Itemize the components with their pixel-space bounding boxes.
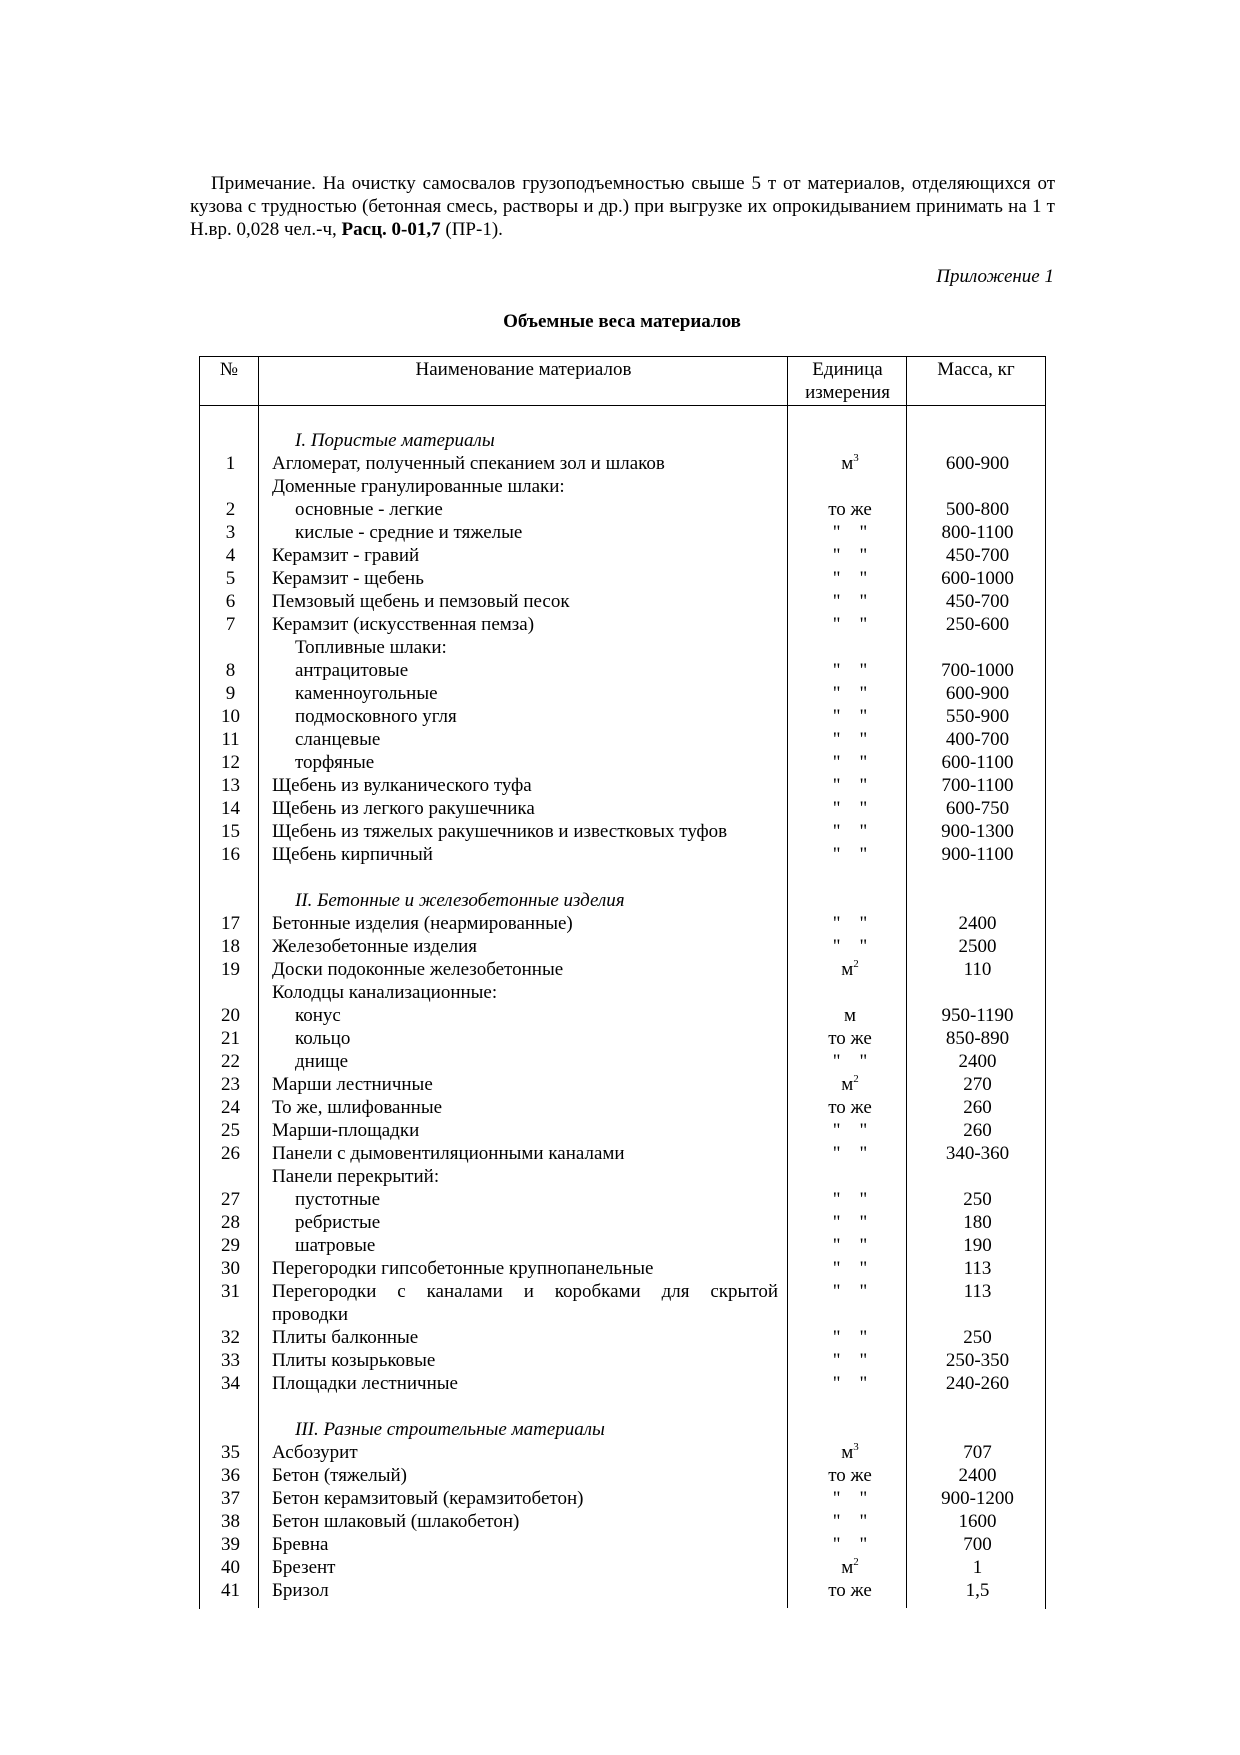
unit-text: м [843,1005,857,1026]
mass-value: 113 [963,1281,992,1302]
unit-text: м [841,959,854,980]
material-name: Площадки лестничные [272,1373,458,1394]
row-number: 38 [221,1511,240,1532]
unit-text: " " [832,1488,868,1509]
row-number: 32 [221,1327,240,1348]
mass-value: 600-900 [945,683,1010,704]
material-name: Бревна [272,1534,329,1555]
row-number: 30 [221,1258,240,1279]
section-title: II. Бетонные и железобетонные изделия [295,890,625,911]
unit-text: " " [832,913,868,934]
material-name: кольцо [295,1028,351,1049]
table-row [0,1326,1240,1349]
row-number: 19 [221,959,240,980]
table-row [0,774,1240,797]
material-name: антрацитовые [295,660,409,681]
material-name: Бетон (тяжелый) [272,1465,407,1486]
table-row [0,958,1240,981]
material-name: Бетон керамзитовый (керамзитобетон) [272,1488,584,1509]
table-row [0,1142,1240,1165]
row-number: 41 [221,1580,240,1601]
blank-row [0,1395,1240,1418]
unit-text: то же [828,1028,872,1049]
material-name: Марши-площадки [272,1120,420,1141]
unit-exponent: 2 [853,958,859,970]
table-row [0,1464,1240,1487]
unit-exponent: 3 [853,1441,859,1453]
unit-cell [791,1211,909,1234]
material-name: Щебень из вулканического туфа [272,775,532,796]
row-number: 10 [221,706,240,727]
unit-cell [791,912,909,935]
unit-cell [791,521,909,544]
unit-text: м [841,1074,854,1095]
note-text: Примечание. На очистку самосвалов грузоподъемностью свыше 5 т от материалов, отделяющихся от кузова с трудностью (бетонная смесь, растворы и др.) при выгрузке их опрокидыванием принимать на 1 т Н.вр. 0,028 чел.-ч, [190,173,1055,240]
unit-cell [791,1050,909,1073]
unit-text: то же [828,499,872,520]
material-name: Керамзит (искусственная пемза) [272,614,535,635]
mass-value: 550-900 [945,706,1010,727]
mass-value: 950-1190 [941,1005,1014,1026]
table-row [0,1579,1240,1602]
material-name: Керамзит - гравий [272,545,420,566]
row-number: 33 [221,1350,240,1371]
row-number: 5 [225,568,236,589]
table-row [0,1027,1240,1050]
material-name: Топливные шлаки: [295,637,447,658]
material-name: Плиты козырьковые [272,1350,436,1371]
row-number: 6 [225,591,236,612]
table-row [0,521,1240,544]
unit-text: " " [832,1051,868,1072]
table-row [0,797,1240,820]
row-number: 29 [221,1235,240,1256]
unit-text: " " [832,522,868,543]
table-row [0,1257,1240,1280]
unit-text: м [841,453,854,474]
group-heading-row [0,1165,1240,1188]
material-name: Панели перекрытий: [272,1166,440,1187]
material-name: Бетонные изделия (неармированные) [272,913,573,934]
mass-value: 900-1200 [941,1488,1014,1509]
mass-value: 450-700 [945,591,1010,612]
row-number: 28 [221,1212,240,1233]
unit-cell [791,820,909,843]
table-row [0,682,1240,705]
material-name: Щебень из легкого ракушечника [272,798,535,819]
row-number: 18 [221,936,240,957]
material-name: шатровые [295,1235,376,1256]
unit-text: " " [832,1534,868,1555]
mass-value: 600-750 [945,798,1010,819]
mass-value: 180 [963,1212,992,1233]
unit-cell [791,682,909,705]
material-name: сланцевые [295,729,381,750]
mass-value: 250 [963,1327,992,1348]
mass-value: 2400 [958,1465,997,1486]
mass-value: 900-1100 [941,844,1014,865]
table-row [0,1372,1240,1395]
mass-value: 700 [963,1534,992,1555]
mass-value: 260 [963,1097,992,1118]
row-number: 23 [221,1074,240,1095]
mass-value: 2500 [958,936,997,957]
material-name: Брезент [272,1557,336,1578]
table-row [0,1556,1240,1579]
unit-cell [791,1487,909,1510]
unit-text: то же [828,1465,872,1486]
table-row [0,751,1240,774]
mass-value: 1600 [958,1511,997,1532]
table-row [0,1119,1240,1142]
unit-text: м [841,1442,854,1463]
header-num: № [219,359,239,380]
mass-value: 2400 [958,1051,997,1072]
material-name: подмосковного угля [295,706,457,727]
unit-cell [791,1579,909,1602]
mass-value: 1 [972,1557,983,1578]
unit-text: " " [832,545,868,566]
row-number: 37 [221,1488,240,1509]
material-name: торфяные [295,752,375,773]
unit-cell [791,1372,909,1395]
row-number: 25 [221,1120,240,1141]
unit-cell [791,1096,909,1119]
row-number: 22 [221,1051,240,1072]
table-row [0,1234,1240,1257]
unit-text: " " [832,1120,868,1141]
table-row [0,1487,1240,1510]
table-row [0,935,1240,958]
unit-text: " " [832,844,868,865]
material-name: Асбозурит [272,1442,358,1463]
row-number: 7 [225,614,236,635]
table-title: Объемные веса материалов [503,311,741,332]
row-number: 3 [225,522,236,543]
unit-text: " " [832,706,868,727]
table-row [0,659,1240,682]
mass-value: 700-1000 [941,660,1014,681]
table-row [0,705,1240,728]
row-number: 17 [221,913,240,934]
mass-value: 600-900 [945,453,1010,474]
material-name: То же, шлифованные [272,1097,443,1118]
mass-value: 250 [963,1189,992,1210]
row-number: 11 [221,729,240,750]
unit-cell [791,1326,909,1349]
table-row [0,1050,1240,1073]
unit-text: то же [828,1580,872,1601]
unit-text: " " [832,821,868,842]
table-row [0,544,1240,567]
unit-text: " " [832,591,868,612]
header-unit-line2: измерения [805,382,890,403]
unit-cell [791,774,909,797]
unit-text: " " [832,936,868,957]
unit-cell [791,1441,909,1464]
row-number: 24 [221,1097,240,1118]
material-name: ребристые [295,1212,381,1233]
mass-value: 260 [963,1120,992,1141]
unit-cell [791,1027,909,1050]
mass-value: 190 [963,1235,992,1256]
unit-cell [791,613,909,636]
table-row [0,1096,1240,1119]
row-number: 4 [225,545,236,566]
unit-text: " " [832,1143,868,1164]
material-name: Перегородки гипсобетонные крупнопанельные [272,1258,654,1279]
material-name: каменноугольные [295,683,438,704]
unit-cell [791,659,909,682]
row-number: 9 [225,683,236,704]
row-number: 40 [221,1557,240,1578]
unit-text: " " [832,1373,868,1394]
table-row [0,613,1240,636]
unit-text: " " [832,1235,868,1256]
unit-text: м [841,1557,854,1578]
unit-cell [791,1142,909,1165]
unit-cell [791,498,909,521]
unit-text: " " [832,1212,868,1233]
unit-text: " " [832,1350,868,1371]
unit-cell [791,797,909,820]
unit-text: " " [832,798,868,819]
material-name: проводки [272,1304,349,1325]
mass-value: 2400 [958,913,997,934]
row-number: 15 [221,821,240,842]
mass-value: 700-1100 [941,775,1014,796]
material-name: конус [295,1005,341,1026]
unit-cell [791,1234,909,1257]
unit-cell [791,1188,909,1211]
material-name: Плиты балконные [272,1327,419,1348]
unit-cell [791,958,909,981]
mass-value: 110 [963,959,992,980]
table-row [0,1533,1240,1556]
table-row [0,498,1240,521]
unit-text: " " [832,568,868,589]
table-row [0,912,1240,935]
material-name: Железобетонные изделия [272,936,478,957]
row-number: 27 [221,1189,240,1210]
unit-text: " " [832,1258,868,1279]
mass-value: 600-1000 [941,568,1014,589]
group-heading-row [0,475,1240,498]
row-number: 20 [221,1005,240,1026]
material-name: пустотные [295,1189,381,1210]
material-name: Панели с дымовентиляционными каналами [272,1143,625,1164]
material-name: Марши лестничные [272,1074,433,1095]
unit-text: " " [832,614,868,635]
table-row [0,567,1240,590]
row-number: 26 [221,1143,240,1164]
material-name: Доски подоконные железобетонные [272,959,564,980]
group-heading-row [0,1303,1240,1326]
unit-cell [791,567,909,590]
row-number: 16 [221,844,240,865]
row-number: 12 [221,752,240,773]
material-name: Перегородки с каналами и коробками для скрытой [272,1281,778,1302]
unit-cell [791,1257,909,1280]
blank-row [0,866,1240,889]
unit-text: " " [832,1281,868,1302]
unit-cell [791,935,909,958]
unit-cell [791,452,909,475]
mass-value: 450-700 [945,545,1010,566]
table-row [0,820,1240,843]
unit-cell [791,1464,909,1487]
unit-cell [791,1510,909,1533]
group-heading-row [0,981,1240,1004]
row-number: 35 [221,1442,240,1463]
mass-value: 113 [963,1258,992,1279]
header-unit-line1: Единица [812,359,883,380]
material-name: Агломерат, полученный спеканием зол и шлаков [272,453,665,474]
row-number: 13 [221,775,240,796]
mass-value: 400-700 [945,729,1010,750]
section-title: I. Пористые материалы [295,430,495,451]
unit-cell [791,544,909,567]
unit-cell [791,843,909,866]
unit-cell [791,728,909,751]
table-row [0,1510,1240,1533]
unit-cell [791,1073,909,1096]
material-name: Щебень из тяжелых ракушечников и известковых туфов [272,821,728,842]
unit-exponent: 2 [853,1556,859,1568]
section-title: III. Разные строительные материалы [295,1419,605,1440]
mass-value: 500-800 [945,499,1010,520]
row-number: 8 [225,660,236,681]
material-name: Керамзит - щебень [272,568,424,589]
table-row [0,1073,1240,1096]
row-number: 34 [221,1373,240,1394]
row-number: 31 [221,1281,240,1302]
unit-cell [791,1533,909,1556]
row-number: 21 [221,1028,240,1049]
row-number: 1 [225,453,236,474]
note-rate: Расц. 0-01,7 [341,219,441,240]
unit-cell [791,1556,909,1579]
unit-text: " " [832,729,868,750]
row-number: 39 [221,1534,240,1555]
mass-value: 340-360 [945,1143,1010,1164]
unit-cell [791,590,909,613]
material-name: Щебень кирпичный [272,844,433,865]
table-row [0,452,1240,475]
unit-text: " " [832,1327,868,1348]
appendix-label: Приложение 1 [936,266,1054,287]
unit-text: " " [832,775,868,796]
unit-cell [791,1004,909,1027]
unit-text: то же [828,1097,872,1118]
material-name: Бризол [272,1580,329,1601]
unit-text: " " [832,660,868,681]
unit-text: " " [832,752,868,773]
mass-value: 250-350 [945,1350,1010,1371]
mass-value: 270 [963,1074,992,1095]
table-row [0,1441,1240,1464]
mass-value: 850-890 [945,1028,1010,1049]
table-row [0,728,1240,751]
unit-cell [791,705,909,728]
unit-text: " " [832,1189,868,1210]
material-name: Бетон шлаковый (шлакобетон) [272,1511,520,1532]
mass-value: 600-1100 [941,752,1014,773]
mass-value: 250-600 [945,614,1010,635]
mass-value: 1,5 [965,1580,990,1601]
table-row [0,1004,1240,1027]
table-row [0,1211,1240,1234]
header-mass: Масса, кг [937,359,1015,380]
row-number: 2 [225,499,236,520]
row-number: 36 [221,1465,240,1486]
table-row [0,843,1240,866]
group-heading-row [0,636,1240,659]
unit-cell [791,1349,909,1372]
material-name: днище [295,1051,349,1072]
mass-value: 800-1100 [941,522,1014,543]
mass-value: 707 [963,1442,992,1463]
section-heading-row [0,1418,1240,1441]
row-number: 14 [221,798,240,819]
unit-exponent: 3 [853,452,859,464]
unit-exponent: 2 [853,1073,859,1085]
material-name: Пемзовый щебень и пемзовый песок [272,591,570,612]
table-row [0,1188,1240,1211]
table-row [0,590,1240,613]
unit-cell [791,751,909,774]
table-row [0,1280,1240,1303]
mass-value: 900-1300 [941,821,1014,842]
material-name: кислые - средние и тяжелые [295,522,523,543]
section-heading-row [0,429,1240,452]
section-heading-row [0,889,1240,912]
unit-text: " " [832,683,868,704]
table-row [0,1349,1240,1372]
unit-text: " " [832,1511,868,1532]
header-name: Наименование материалов [415,359,632,380]
unit-cell [791,1119,909,1142]
material-name: Доменные гранулированные шлаки: [272,476,565,497]
material-name: Колодцы канализационные: [272,982,498,1003]
unit-cell [791,1280,909,1303]
mass-value: 240-260 [945,1373,1010,1394]
material-name: основные - легкие [295,499,443,520]
note-tail: (ПР-1). [440,219,503,240]
